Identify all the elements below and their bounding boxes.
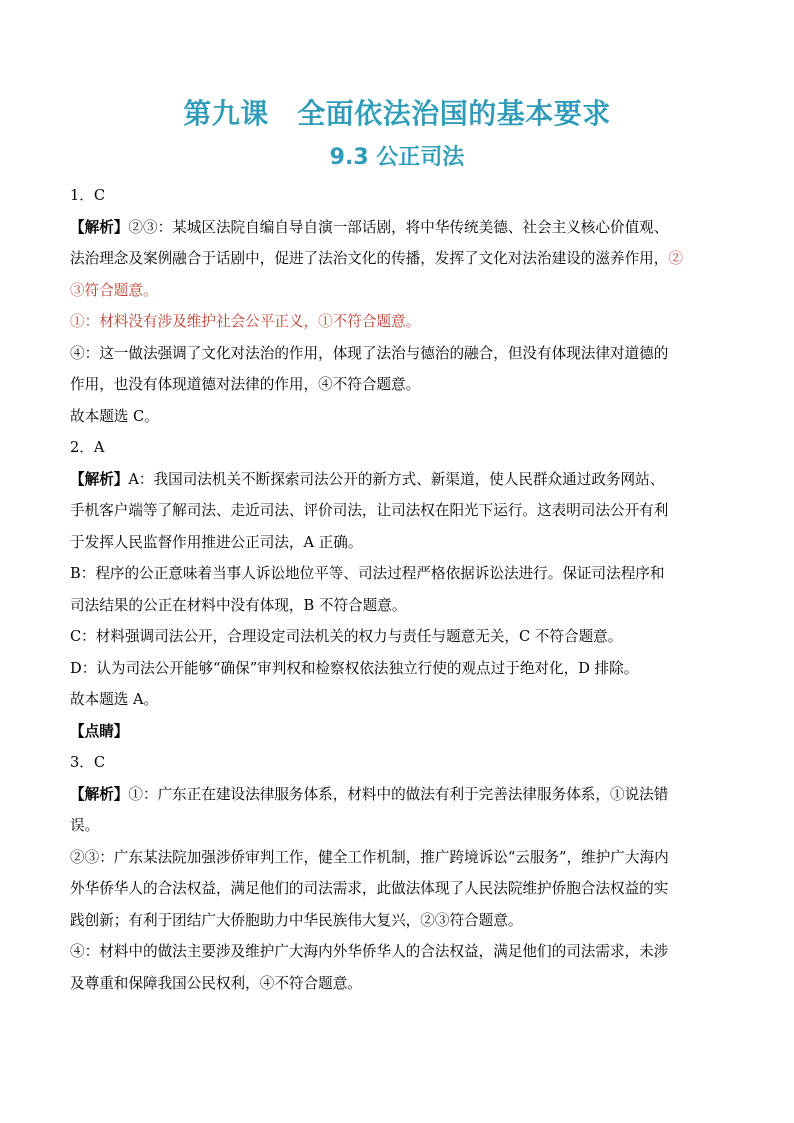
q1-answer: 1．C [70,187,106,204]
q2-option-a-line-3: 于发挥人民监督作用推进公正司法，A 正确。 [70,533,363,551]
q1-analysis-line-1 [70,212,725,244]
q2-option-b-line-1: B：程序的公正意味着当事人诉讼地位平等、司法过程严格依据诉讼法进行。保证司法程序和 [70,565,665,582]
analysis-tag: 【解析】 [70,218,129,236]
q3-answer: 3．C [70,754,106,771]
q3-option-23-line-2: 外华侨华人的合法权益，满足他们的司法需求，此做法体现了人民法院维护侨胞合法权益的实 [70,880,669,897]
q1-option-4-line-1: ④：这一做法强调了文化对法治的作用，体现了法治与德治的融合，但没有体现法律对道德的 [70,344,669,362]
q2-text: A：我国司法机关不断探索司法公开的新方式、新渠道，使人民群众通过政务网站、 [128,470,665,488]
document-body [70,180,725,999]
q1-conclusion: 故本题选 C。 [70,407,159,425]
q1-analysis-line-3: ③符合题意。 [70,281,158,299]
q2-option-a-line-2: 手机客户端等了解司法、走近司法、评价司法，让司法权在阳光下运行。这表明司法公开有利 [70,502,669,519]
q3-text: ①：广东正在建设法律服务体系，材料中的做法有利于完善法律服务体系，①说法错 [128,785,669,803]
q3-option-23-line-1: ②③：广东某法院加强涉侨审判工作，健全工作机制，推广跨境诉讼“云服务”，维护广大海内 [70,848,669,866]
q3-option-1-line-1 [70,779,725,811]
q2-option-d: D：认为司法公开能够“确保”审判权和检察权依法独立行使的观点过于绝对化，D 排除。 [70,659,639,677]
q2-option-c: C：材料强调司法公开，合理设定司法机关的权力与责任与题意无关，C 不符合题意。 [70,628,623,645]
q3-option-23-line-3: 践创新；有利于团结广大侨胞助力中华民族伟大复兴，②③符合题意。 [70,911,523,929]
q3-option-4-line-2: 及尊重和保障我国公民权利，④不符合题意。 [70,974,362,992]
q2-conclusion: 故本题选 A。 [70,691,159,708]
analysis-tag: 【解析】 [70,470,129,488]
q1-option-1: ①：材料没有涉及维护社会公平正义，①不符合题意。 [70,313,421,330]
page-title: 第九课 全面依法治国的基本要求 [183,97,611,130]
page-subtitle: 9.3 公正司法 [329,145,465,170]
q3-option-1-line-2: 误。 [70,817,100,834]
q1-option-4-line-2: 作用，也没有体现道德对法律的作用，④不符合题意。 [70,376,421,393]
q1-text: 法治理念及案例融合于话剧中，促进了法治文化的传播，发挥了文化对法治建设的滋养作用， [70,250,669,267]
q3-option-4-line-1: ④：材料中的做法主要涉及维护广大海内外华侨华人的合法权益，满足他们的司法需求，未涉 [70,943,669,960]
analysis-tag: 【解析】 [70,785,129,803]
q1-analysis-line-2 [70,243,725,275]
q2-option-a-line-1 [70,464,725,496]
q2-answer: 2．A [70,439,105,456]
q2-dianjing-tag: 【点睛】 [70,722,129,740]
q2-option-b-line-2: 司法结果的公正在材料中没有体现，B 不符合题意。 [70,596,407,614]
q1-highlight: ② [668,250,683,267]
q1-text: ②③：某城区法院自编自导自演一部话剧，将中华传统美德、社会主义核心价值观、 [128,218,669,236]
